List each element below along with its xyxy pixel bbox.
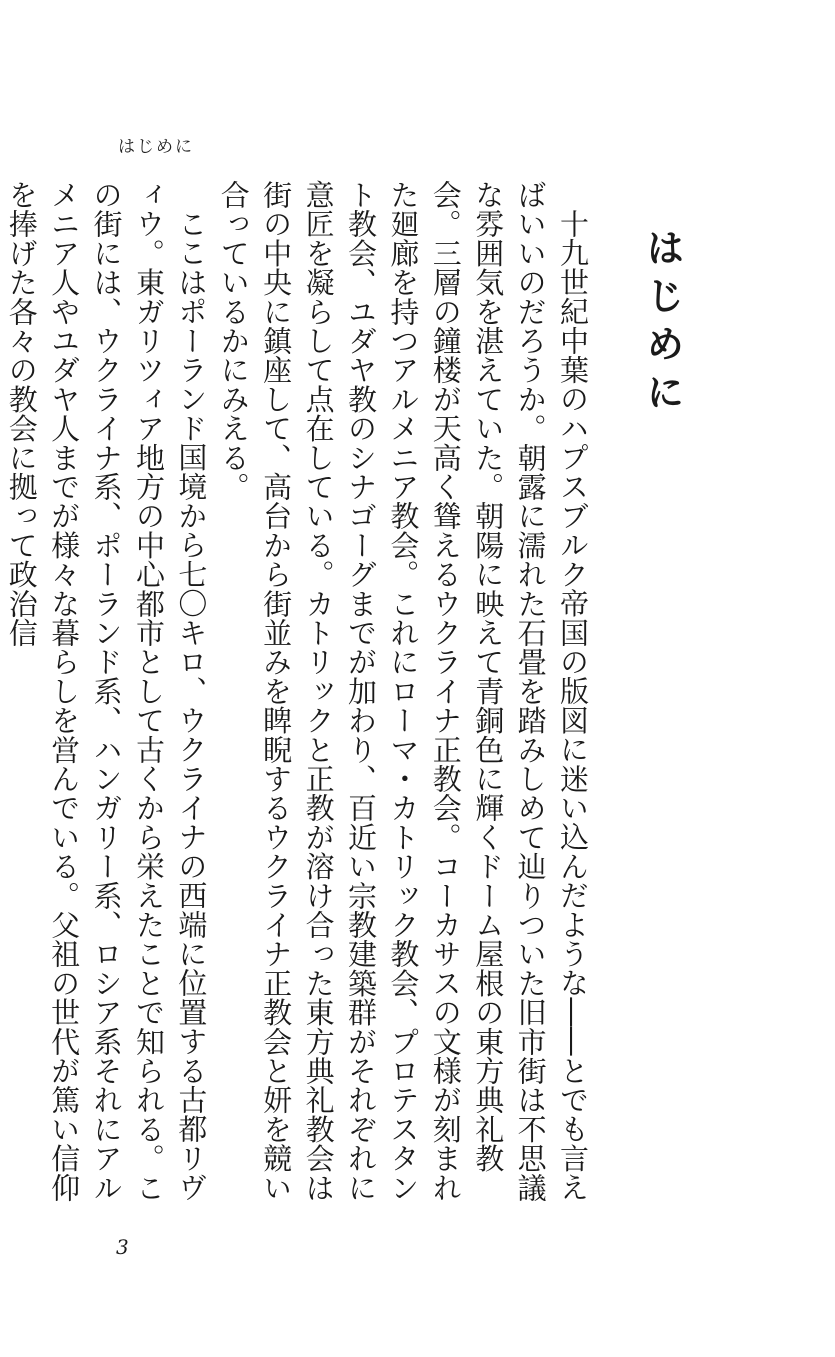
running-head: はじめに (118, 137, 194, 157)
paragraph-2: ここはポーランド国境から七〇キロ、ウクライナの西端に位置する古都リヴィウ。東ガリツィア地方の中心都市として古くから栄えたことで知られる。この街には、ウクライナ系、ポーランド系、ハンガリー系、ロシア系それにアルメニア人やユダヤ人までが様々な暮らしを営んでいる。父祖の世代が篤い信仰を捧げた各々の教会に拠って政治信 (4, 180, 209, 1202)
page-number: 3 (116, 1235, 129, 1259)
paragraph-1: 十九世紀中葉のハプスブルク帝国の版図に迷い込んだような――とでも言えばいいのだろうか。朝露に濡れた石畳を踏みしめて辿りついた旧市街は不思議な雰囲気を湛えていた。朝陽に映えて青銅色に輝くドーム屋根の東方典礼教会。三層の鐘楼が天高く聳えるウクライナ正教会。コーカサスの文様が刻まれた廻廊を持つアルメニア教会。これにローマ・カトリック教会、プロテスタント教会、ユダヤ教のシナゴーグまでが加わり、百近い宗教建築群がそれぞれに意匠を凝らして点在している。カトリックと正教が溶け合った東方典礼教会は街の中央に鎮座して、高台から街並みを睥睨するウクライナ正教会と妍を競い合っているかにみえる。 (216, 180, 590, 1202)
chapter-title: はじめに (640, 228, 684, 420)
body-text (4, 180, 594, 1212)
